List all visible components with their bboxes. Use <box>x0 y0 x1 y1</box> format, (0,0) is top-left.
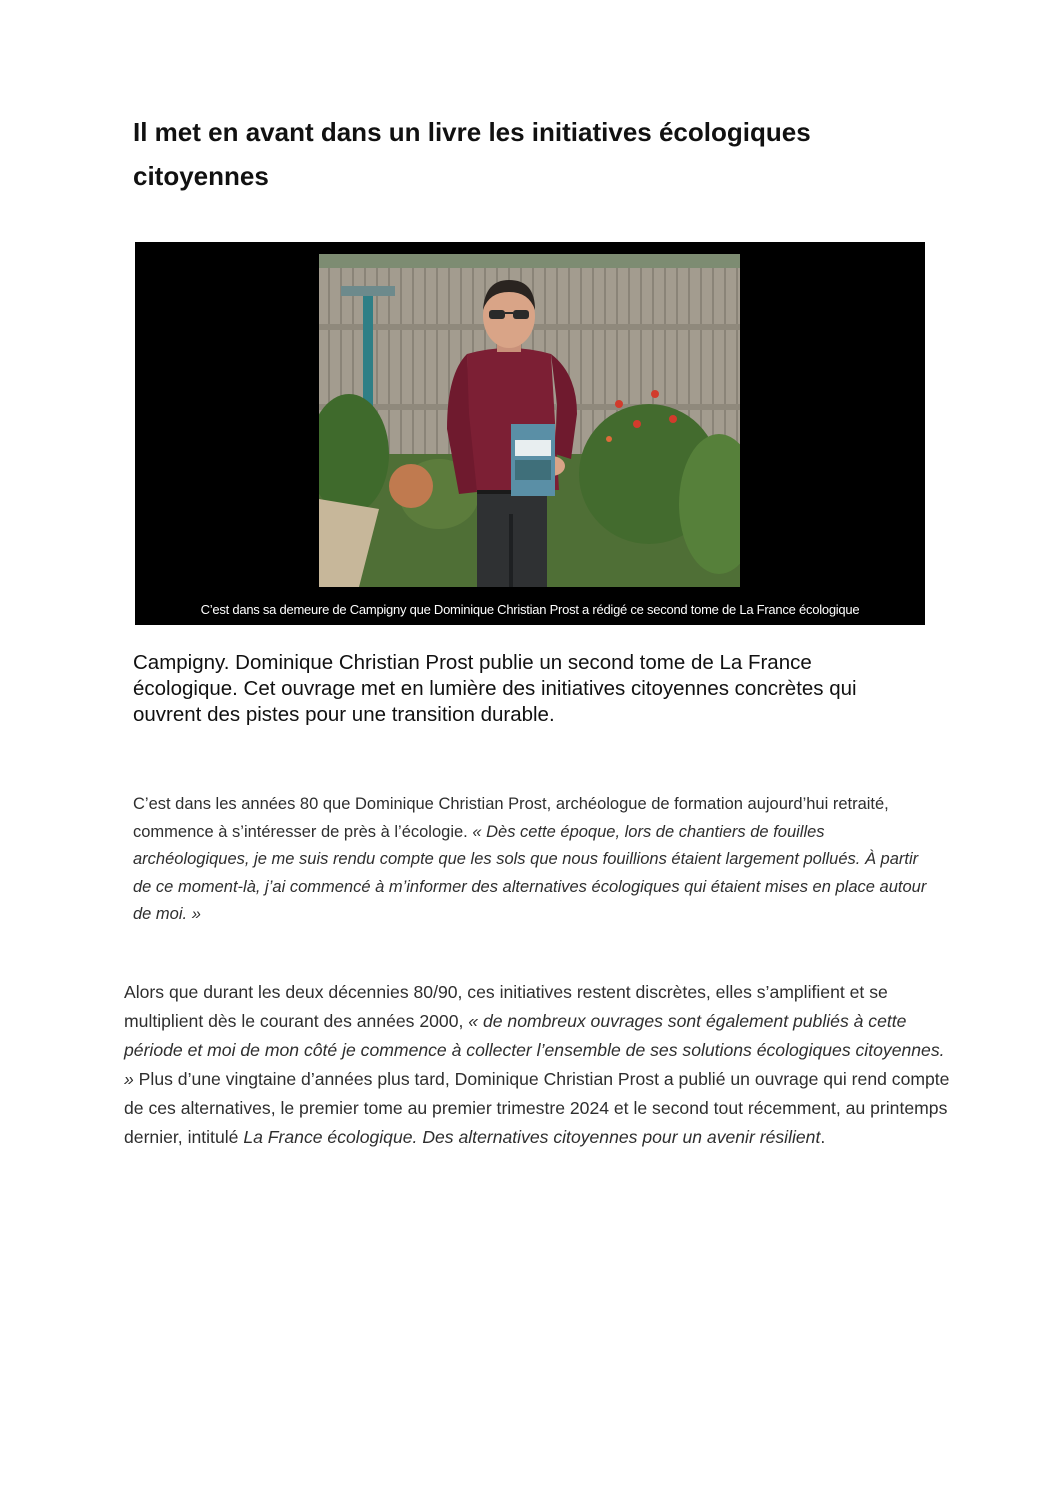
paragraph-1-quote: « Dès cette époque, lors de chantiers de fouilles archéologiques, je me suis rendu compte que les sols que nous fouillions étaient largement pollués. À partir de ce moment-là, j’ai commencé à m’informer des alternatives écologiques qui étaient mises en place autour de moi. » <box>133 822 927 923</box>
paragraph-1-intro: C’est dans les années 80 que Dominique Christian Prost, archéologue de formation aujourd’hui retraité, commence à s’intéresser de près à l’écologie. <box>133 795 889 841</box>
body-paragraph-1 <box>133 791 933 929</box>
article-headline: Il met en avant dans un livre les initiatives écologiques citoyennes <box>133 117 811 191</box>
photo-block <box>135 242 925 625</box>
man-holding-book-in-garden-photo <box>319 254 740 587</box>
body-paragraph-2 <box>124 978 954 1152</box>
photo-caption: C’est dans sa demeure de Campigny que Dominique Christian Prost a rédigé ce second tome de La France écologique <box>200 602 860 617</box>
paragraph-2-intro: Alors que durant les deux décennies 80/90, ces initiatives restent discrètes, elles s’amplifient et se multiplient dès le courant des années 2000, <box>124 982 888 1031</box>
paragraph-2-middle: Plus d’une vingtaine d’années plus tard, Dominique Christian Prost a publié un ouvrage qui rend compte de ces alternatives, le premier tome au premier trimestre 2024 et le second tout récemment, au printemps dernier, intitulé <box>124 1069 950 1147</box>
paragraph-2-quote: « de nombreux ouvrages sont également publiés à cette période et moi de mon côté je commence à collecter l’ensemble de ses solutions écologiques citoyennes. » <box>124 1011 945 1089</box>
paragraph-2-end: . <box>820 1127 826 1147</box>
article-lead: Campigny. Dominique Christian Prost publie un second tome de La France écologique. Cet ouvrage met en lumière des initiatives citoyennes concrètes qui ouvrent des pistes pour une transition durable. <box>133 651 857 726</box>
book-title: La France écologique. Des alternatives citoyennes pour un avenir résilient <box>243 1127 821 1147</box>
